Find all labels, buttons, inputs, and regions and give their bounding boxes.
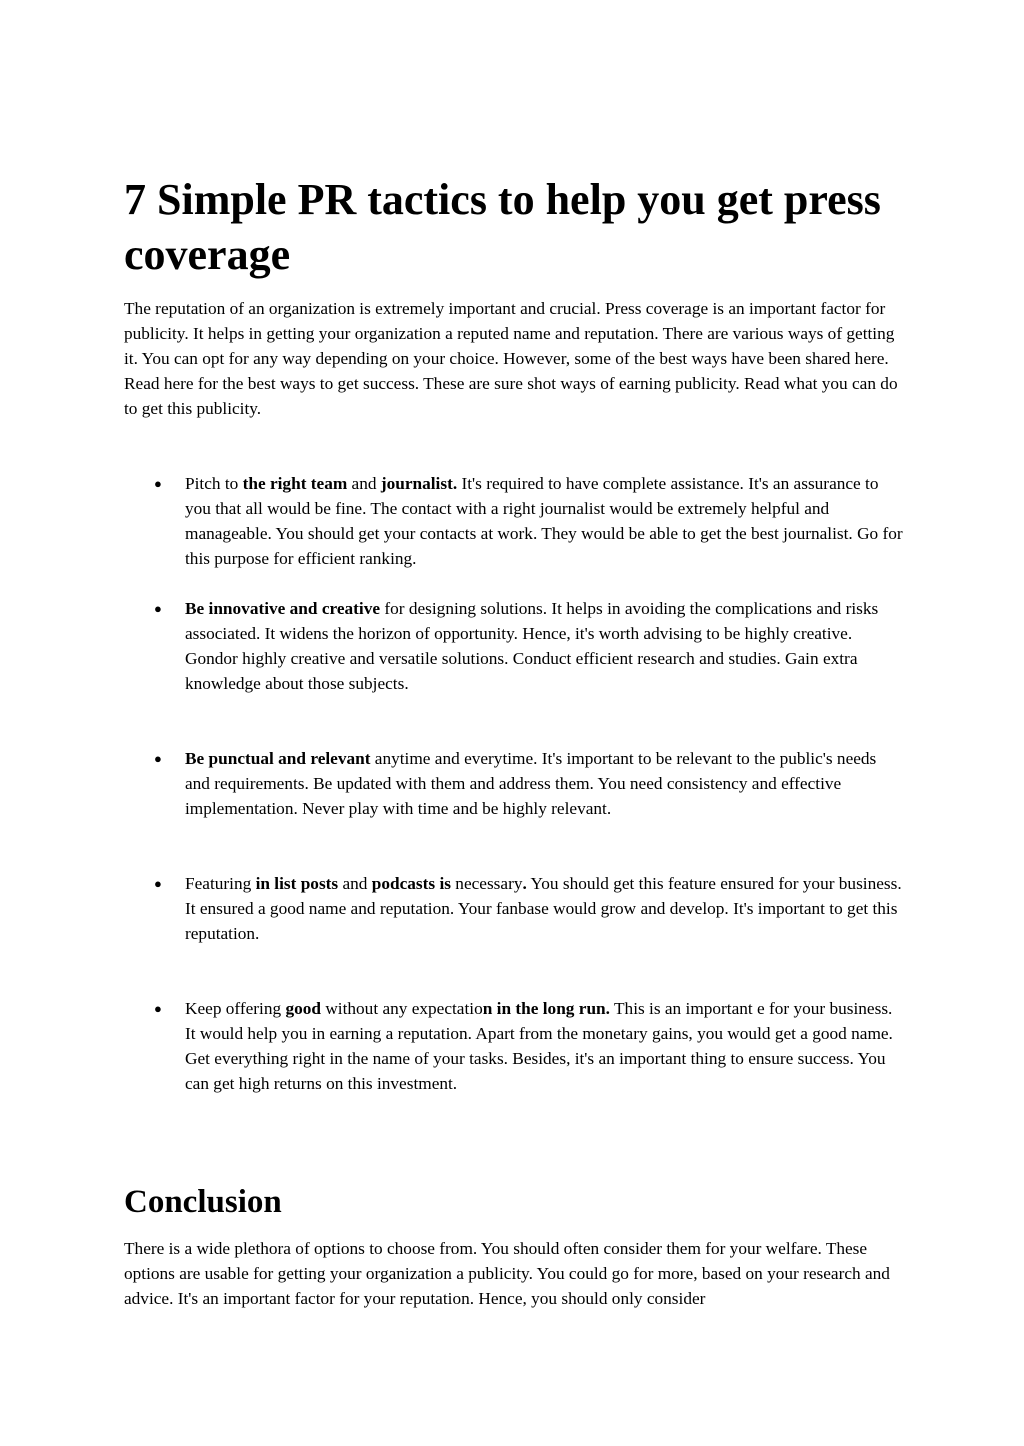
bold-text-run: . — [522, 874, 527, 893]
conclusion-heading: Conclusion — [124, 1184, 282, 1220]
text-run: and — [347, 474, 381, 493]
text-run: It's required to have complete assistance. It's an assurance to you that all would be fine. The contact with a right journalist would be extremely helpful and manageable. You should get your contacts at work. They would be able to get the best journalist. Go for this purpose for efficient ranking. — [185, 474, 903, 568]
text-run: This is an important e for your business. It would help you in earning a reputation. Apart from the monetary gains, you would get a good name. Get everything right in the name of your tasks. Besides, it's an important thing to ensure success. You can get high returns on this investment. — [185, 999, 893, 1093]
intro-paragraph: The reputation of an organization is extremely important and crucial. Press coverage is an important factor for publicity. It helps in getting your organization a reputed name and reputation. There are various ways of getting it. You can opt for any way depending on your choice. However, some of the best ways have been shared here. Read here for the best ways to get success. These are sure shot ways of earning publicity. Read what you can do to get this publicity. — [124, 299, 898, 418]
text-run: anytime and everytime. It's important to be relevant to the public's needs and requirements. Be updated with them and address them. You need consistency and effective implementation. Never play with time and be highly relevant. — [185, 749, 877, 818]
bold-text-run: journalist. — [380, 474, 458, 493]
text-run: for designing solutions. It helps in avoiding the complications and risks associated. It widens the horizon of opportunity. Hence, it's worth advising to be highly creative. Gondor highly creative and versatile solutions. Conduct efficient research and studies. Gain extra knowledge about those subjects. — [185, 599, 879, 693]
bullet-icon: ● — [154, 601, 162, 616]
text-run: Keep offering — [185, 999, 286, 1018]
text-run: and — [338, 874, 372, 893]
bold-text-run: good — [285, 999, 321, 1018]
tactic-text — [185, 871, 904, 946]
tactic-text — [185, 996, 904, 1096]
text-run: Featuring — [185, 874, 256, 893]
bullet-icon: ● — [154, 876, 162, 891]
bullet-icon: ● — [154, 1001, 162, 1016]
conclusion-paragraph: There is a wide plethora of options to choose from. You should often consider them for your welfare. These options are usable for getting your organization a publicity. You could go for more, based on your research and advice. It's an important factor for your reputation. Hence, you should only consider — [124, 1239, 890, 1308]
bold-text-run: in list posts — [255, 874, 339, 893]
article-title: 7 Simple PR tactics to help you get press coverage — [124, 175, 881, 279]
bold-text-run: Be punctual and relevant — [185, 749, 371, 768]
bold-text-run: n in the long run. — [482, 999, 610, 1018]
text-run: You should get this feature ensured for your business. It ensured a good name and reputation. Your fanbase would grow and develop. It's important to get this reputation. — [185, 874, 902, 943]
bullet-icon: ● — [154, 476, 162, 491]
tactic-text — [185, 596, 904, 696]
bold-text-run: podcasts is — [371, 874, 451, 893]
text-run: Pitch to — [185, 474, 243, 493]
bold-text-run: the right team — [242, 474, 348, 493]
bold-text-run: Be innovative and creative — [185, 599, 381, 618]
text-run: without any expectatio — [321, 999, 483, 1018]
bullet-icon: ● — [154, 751, 162, 766]
text-run: necessary — [450, 874, 523, 893]
tactic-text — [185, 746, 904, 821]
tactic-text — [185, 471, 904, 571]
